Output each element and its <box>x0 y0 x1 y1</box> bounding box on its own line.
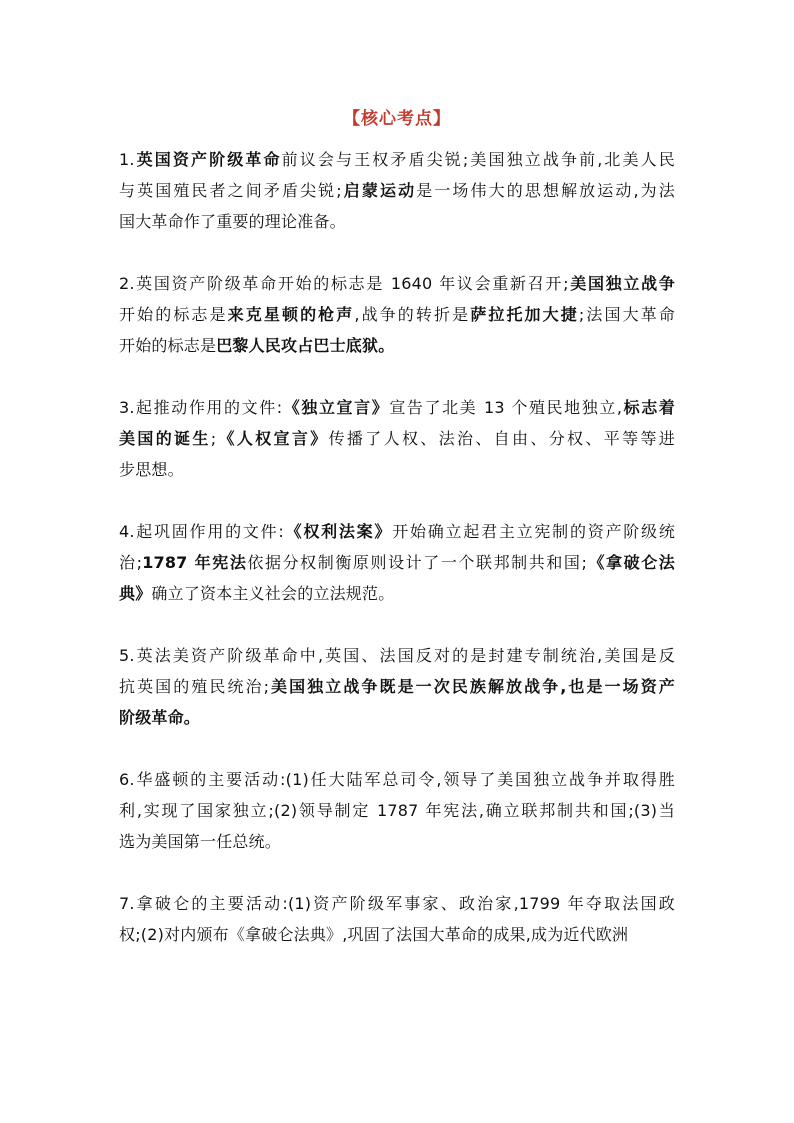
text-run: 与英国殖民者之间矛盾尖锐; <box>119 181 342 200</box>
text-run: 传播了人权、法治、自由、分权、平等等进 <box>328 429 675 448</box>
text-line <box>119 268 675 299</box>
key-point-4 <box>119 516 675 609</box>
key-point-5 <box>119 640 675 733</box>
text-line <box>119 330 675 361</box>
text-line <box>119 516 675 547</box>
key-point-2 <box>119 268 675 361</box>
bold-text: 《人权宣言》 <box>216 429 329 448</box>
text-run: 利,实现了国家独立;(2)领导制定 1787 年宪法,确立联邦制共和国;(3)当 <box>119 801 675 820</box>
text-line <box>119 764 675 795</box>
text-run: 依据分权制衡原则设计了一个联邦制共和国; <box>247 553 588 572</box>
text-run: ;法国大革命 <box>578 305 675 324</box>
text-run: 宣告了北美 13 个殖民地独立, <box>389 398 623 417</box>
key-point-7 <box>119 888 675 950</box>
bold-text: 来克星顿的枪声 <box>227 305 355 324</box>
text-line <box>119 392 675 423</box>
bold-text: 《拿破仑法 <box>587 553 675 572</box>
text-line <box>119 299 675 330</box>
bold-text: 美国独立战争 <box>568 274 675 293</box>
text-line <box>119 454 675 485</box>
text-run: 前议会与王权矛盾尖锐;美国独立战争前,北美人民 <box>281 150 675 169</box>
text-line <box>119 671 675 702</box>
text-line <box>119 144 675 175</box>
text-run: 开始的标志是 <box>119 305 228 324</box>
text-line <box>119 423 675 454</box>
text-run: 5.英法美资产阶级革命中,英国、法国反对的是封建专制统治,美国是反 <box>119 646 675 665</box>
bold-text: 标志着 <box>622 398 675 417</box>
text-line <box>119 702 675 733</box>
text-run: 治; <box>119 553 143 572</box>
bold-text: 《独立宣言》 <box>282 398 390 417</box>
text-run: 3.起推动作用的文件: <box>119 398 283 417</box>
text-line <box>119 578 675 609</box>
text-line <box>119 547 675 578</box>
text-run: 抗英国的殖民统治; <box>119 677 270 696</box>
bold-text: 萨拉托加大捷 <box>470 305 579 324</box>
text-run: ; <box>210 429 217 448</box>
bold-text: 美国独立战争既是一次民族解放战争,也是一场资产 <box>269 677 675 696</box>
text-run: 权;(2)对内颁布《拿破仑法典》,巩固了法国大革命的成果,成为近代欧洲 <box>119 925 629 944</box>
bold-text: 巴黎人民攻占巴士底狱。 <box>216 336 395 355</box>
bold-text: 启蒙运动 <box>341 181 417 200</box>
text-run: 4.起巩固作用的文件: <box>119 522 285 541</box>
text-line <box>119 640 675 671</box>
text-run: 开始的标志是 <box>119 336 217 355</box>
text-run: 开始确立起君主立宪制的资产阶级统 <box>392 522 676 541</box>
text-run: 7.拿破仑的主要活动:(1)资产阶级军事家、政治家,1799 年夺取法国政 <box>119 894 675 913</box>
bold-text: 1787 年宪法 <box>142 553 248 572</box>
text-run: 步思想。 <box>119 460 184 479</box>
text-run: 选为美国第一任总统。 <box>119 832 282 851</box>
text-line <box>119 888 675 919</box>
text-run: 国大革命作了重要的理论准备。 <box>119 212 346 231</box>
text-line <box>119 919 675 950</box>
bold-text: 典》 <box>119 584 152 603</box>
text-run: 6.华盛顿的主要活动:(1)任大陆军总司令,领导了美国独立战争并取得胜 <box>119 770 675 789</box>
text-run: ,战争的转折是 <box>354 305 471 324</box>
text-line <box>119 175 675 206</box>
text-run: 1. <box>119 150 135 169</box>
text-run: 确立了资本主义社会的立法规范。 <box>151 584 395 603</box>
text-line <box>119 826 675 857</box>
key-point-6 <box>119 764 675 857</box>
key-point-3 <box>119 392 675 485</box>
text-line <box>119 795 675 826</box>
bold-text: 《权利法案》 <box>284 522 393 541</box>
bold-text: 英国资产阶级革命 <box>134 150 282 169</box>
page-title: 【核心考点】 <box>343 109 451 129</box>
text-run: 2.英国资产阶级革命开始的标志是 1640 年议会重新召开; <box>119 274 569 293</box>
bold-text: 阶级革命。 <box>119 708 201 727</box>
text-run: 是一场伟大的思想解放运动,为法 <box>416 181 675 200</box>
key-point-1 <box>119 144 675 237</box>
bold-text: 美国的诞生 <box>119 429 211 448</box>
text-line <box>119 206 675 237</box>
